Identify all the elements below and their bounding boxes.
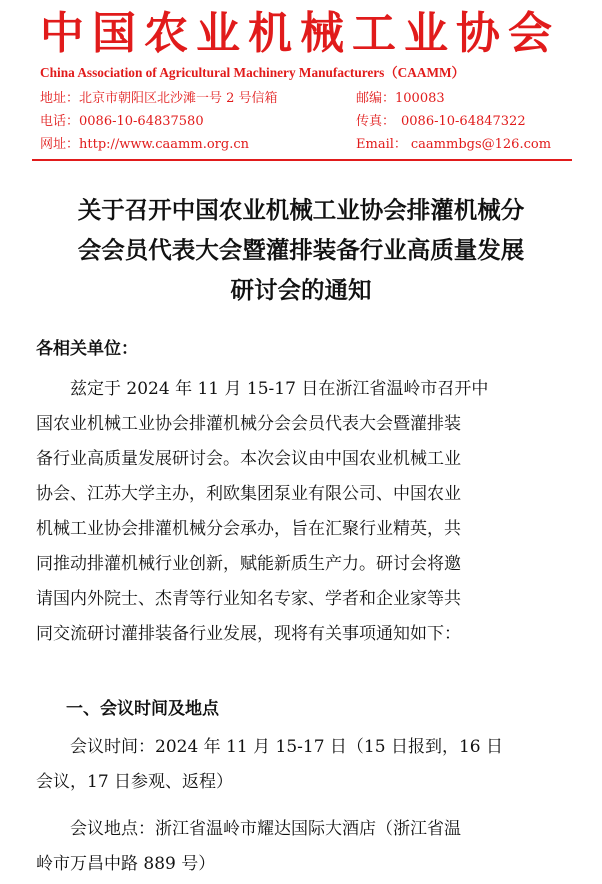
title-line: 会会员代表大会暨灌排装备行业高质量发展	[77, 236, 525, 264]
title-line: 关于召开中国农业机械工业协会排灌机械分	[77, 196, 525, 224]
address-value: 北京市朝阳区北沙滩一号 2 号信箱	[79, 91, 278, 106]
phone-line	[40, 113, 204, 131]
phone-label: 电话：	[40, 114, 80, 129]
meeting-venue	[36, 812, 572, 882]
paragraph-line: 会议地点：浙江省温岭市耀达国际大酒店（浙江省温	[70, 819, 461, 839]
section-heading: 一、会议时间及地点	[66, 699, 219, 719]
web-link[interactable]: http://www.caamm.org.cn	[79, 137, 249, 152]
org-name-english: China Association of Agricultural Machinery Manufacturers（CAAMM）	[40, 65, 465, 80]
intro-paragraph	[36, 372, 572, 652]
paragraph-line: 国农业机械工业协会排灌机械分会会员代表大会暨灌排装	[36, 414, 461, 434]
fax-value: 0086-10-64847322	[401, 114, 526, 129]
salutation: 各相关单位：	[36, 339, 138, 359]
paragraph-line: 岭市万昌中路 889 号）	[36, 854, 216, 874]
paragraph-line: 同交流研讨灌排装备行业发展，现将有关事项通知如下：	[36, 624, 461, 644]
phone-value: 0086-10-64837580	[79, 114, 204, 129]
paragraph-line: 机械工业协会排灌机械分会承办，旨在汇聚行业精英，共	[36, 519, 461, 539]
paragraph-line: 会议时间：2024 年 11 月 15-17 日（15 日报到，16 日	[70, 737, 503, 757]
header-divider	[32, 159, 572, 161]
email-label: Email：	[356, 137, 407, 152]
postcode-value: 100083	[395, 91, 445, 106]
paragraph-line: 协会、江苏大学主办，利欧集团泵业有限公司、中国农业	[36, 484, 461, 504]
paragraph-line: 兹定于 2024 年 11 月 15-17 日在浙江省温岭市召开中	[70, 379, 489, 399]
paragraph-line: 备行业高质量发展研讨会。本次会议由中国农业机械工业	[36, 449, 461, 469]
email-line	[356, 136, 551, 154]
paragraph-line: 会议，17 日参观、返程）	[36, 772, 234, 792]
paragraph-line: 请国内外院士、杰青等行业知名专家、学者和企业家等共	[36, 589, 461, 609]
postcode-line	[356, 90, 445, 108]
web-label: 网址：	[40, 137, 80, 152]
fax-label: 传真：	[356, 114, 396, 129]
postcode-label: 邮编：	[356, 91, 396, 106]
web-line	[40, 136, 249, 154]
meeting-time	[36, 730, 572, 800]
fax-line	[356, 113, 526, 131]
paragraph-line: 同推动排灌机械行业创新，赋能新质生产力。研讨会将邀	[36, 554, 461, 574]
address-line	[40, 90, 278, 108]
address-label: 地址：	[40, 91, 80, 106]
org-name-chinese: 中国农业机械工业协会	[40, 8, 560, 59]
title-line: 研讨会的通知	[230, 276, 372, 304]
document-title	[30, 190, 572, 310]
email-link[interactable]: caammbgs@126.com	[410, 137, 552, 152]
